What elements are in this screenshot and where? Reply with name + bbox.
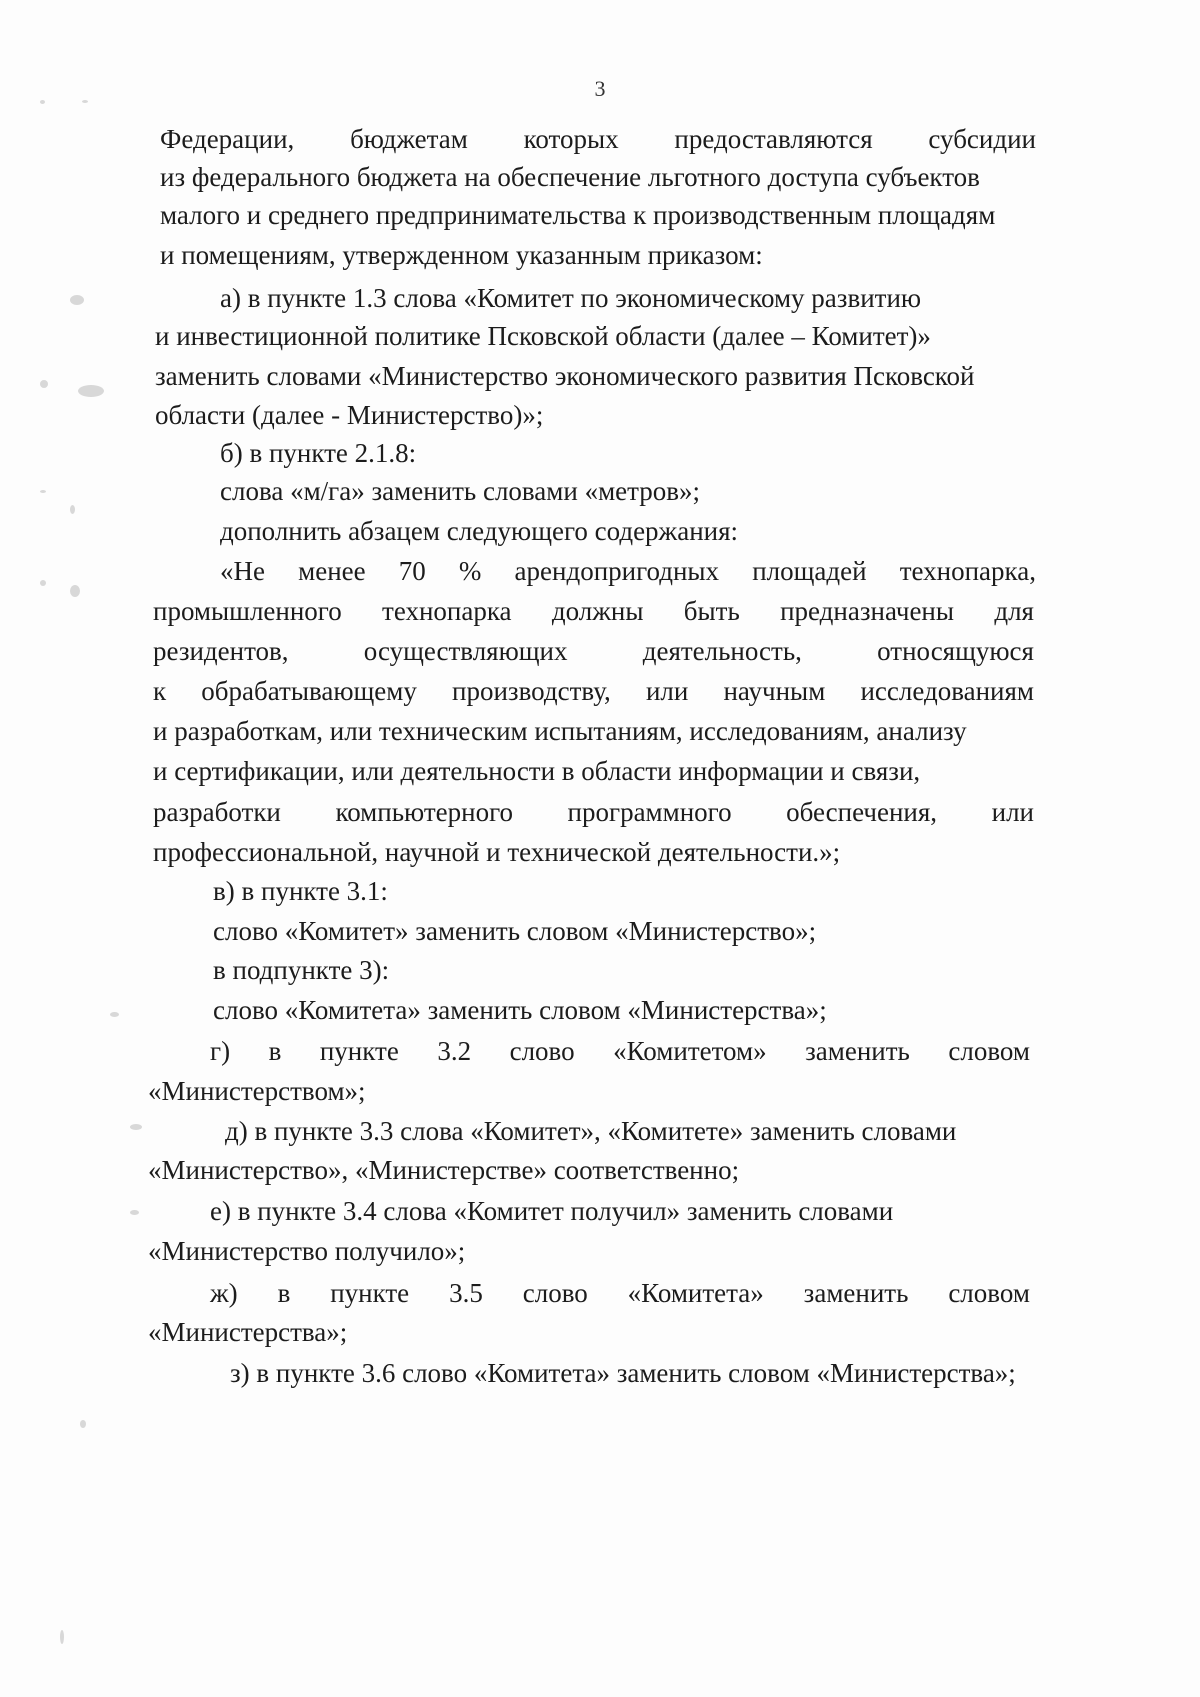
text-line: малого и среднего предпринимательства к производственным площадям [160, 200, 996, 230]
word: г) [210, 1036, 231, 1066]
word: бюджетам [350, 124, 468, 154]
scan-speck [130, 1210, 139, 1215]
word: пункте [330, 1278, 410, 1308]
word: 3.5 [449, 1278, 483, 1308]
text-line: «Министерством»; [148, 1076, 366, 1106]
word: обрабатывающему [201, 676, 417, 706]
text-line: профессиональной, научной и технической деятельности.»; [153, 837, 841, 867]
word: заменить [803, 1278, 909, 1308]
word: словом [948, 1036, 1030, 1066]
word: «Комитетом» [613, 1036, 767, 1066]
word: предоставляются [674, 124, 873, 154]
word: ж) [210, 1278, 238, 1308]
text-line: и сертификации, или деятельности в области информации и связи, [153, 756, 921, 786]
word: разработки [153, 797, 281, 827]
text-line [210, 1278, 1030, 1309]
text-line: и инвестиционной политике Псковской области (далее – Комитет)» [155, 321, 931, 351]
scan-speck [70, 585, 80, 597]
scan-speck [40, 380, 48, 388]
scan-speck [60, 1630, 64, 1644]
text-line [160, 124, 1036, 155]
word: технопарка, [899, 556, 1036, 586]
scan-speck [110, 1012, 119, 1017]
word: 3.2 [437, 1036, 472, 1066]
text-line: «Министерство получило»; [148, 1236, 466, 1266]
word: относящуюся [877, 636, 1034, 666]
word: Федерации, [160, 124, 295, 154]
word: быть [683, 596, 740, 626]
text-line [220, 556, 1036, 587]
text-line: и разработкам, или техническим испытаниям, исследованиям, анализу [153, 716, 967, 746]
text-line: б) в пункте 2.1.8: [220, 438, 417, 468]
text-line: е) в пункте 3.4 слова «Комитет получил» заменить словами [210, 1196, 894, 1226]
word: производству, [452, 676, 611, 706]
word: слово [522, 1278, 588, 1308]
word: научным [723, 676, 826, 706]
word: резидентов, [153, 636, 289, 666]
text-line: дополнить абзацем следующего содержания: [220, 516, 739, 546]
word: к [153, 676, 167, 706]
word: предназначены [780, 596, 955, 626]
word: программного [567, 797, 732, 827]
word: % [458, 556, 482, 586]
word: осуществляющих [363, 636, 568, 666]
scan-speck [40, 490, 46, 493]
word: арендопригодных [514, 556, 720, 586]
word: менее [298, 556, 366, 586]
word: должны [551, 596, 644, 626]
word: 70 [398, 556, 426, 586]
text-line: и помещениям, утвержденном указанным приказом: [160, 240, 763, 270]
text-line [153, 596, 1034, 627]
text-line [153, 636, 1034, 667]
text-line: з) в пункте 3.6 слово «Комитета» заменить словом «Министерства»; [230, 1358, 1016, 1388]
word: слово [509, 1036, 575, 1066]
word: промышленного [153, 596, 342, 626]
word: или [991, 797, 1034, 827]
word: или [645, 676, 689, 706]
text-line: «Министерства»; [148, 1317, 348, 1347]
text-line: заменить словами «Министерство экономического развития Псковской [155, 361, 975, 391]
text-line: д) в пункте 3.3 слова «Комитет», «Комитете» заменить словами [225, 1116, 957, 1146]
scan-speck [130, 1124, 142, 1130]
word: которых [523, 124, 619, 154]
scan-speck [70, 295, 84, 305]
scan-speck [80, 1420, 86, 1428]
word: компьютерного [335, 797, 513, 827]
text-line: «Министерство», «Министерстве» соответственно; [148, 1155, 740, 1185]
text-line: в) в пункте 3.1: [213, 876, 388, 906]
word: словом [948, 1278, 1030, 1308]
scan-speck [70, 505, 75, 514]
scan-speck [78, 385, 104, 397]
scan-speck [40, 100, 45, 104]
text-line: в подпункте 3): [213, 955, 390, 985]
word: субсидии [928, 124, 1036, 154]
text-line: а) в пункте 1.3 слова «Комитет по экономическому развитию [220, 283, 922, 313]
text-line [210, 1036, 1030, 1067]
word: площадей [752, 556, 867, 586]
text-line: слово «Комитет» заменить словом «Министерство»; [213, 916, 817, 946]
word: деятельность, [642, 636, 802, 666]
word: в [277, 1278, 291, 1308]
scan-speck [40, 580, 46, 586]
word: заменить [805, 1036, 910, 1066]
text-line: слово «Комитета» заменить словом «Министерства»; [213, 995, 827, 1025]
text-line: из федерального бюджета на обеспечение льготного доступа субъектов [160, 162, 980, 192]
word: для [994, 596, 1034, 626]
word: пункте [319, 1036, 399, 1066]
page-number: 3 [594, 76, 606, 101]
scan-speck [82, 100, 88, 103]
text-line: области (далее - Министерство)»; [155, 400, 544, 430]
word: «Не [220, 556, 265, 586]
text-line: слова «м/га» заменить словами «метров»; [220, 476, 701, 506]
word: «Комитета» [627, 1278, 764, 1308]
word: обеспечения, [786, 797, 938, 827]
word: технопарка [382, 596, 512, 626]
word: в [268, 1036, 282, 1066]
text-line [153, 676, 1034, 707]
word: исследованиям [860, 676, 1034, 706]
text-line [153, 797, 1034, 828]
